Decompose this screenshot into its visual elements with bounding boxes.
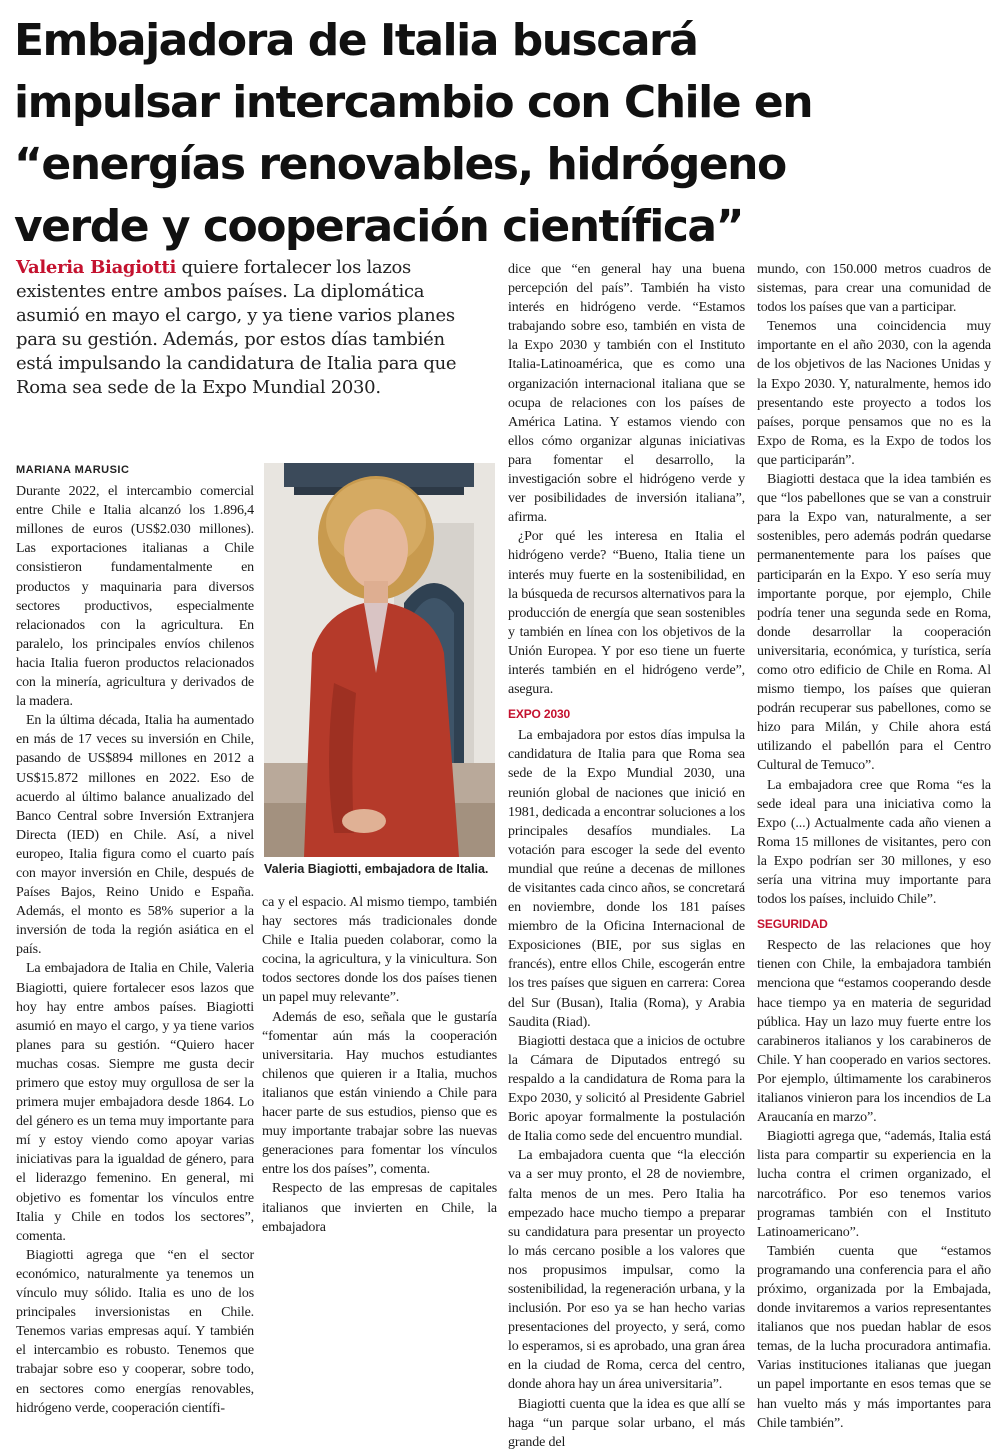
paragraph: Además de eso, señala que le gustaría “fomentar aún más la cooperación universitaria. Hay muchos estudiantes chilenos que quieren ir a Italia, muchos italianos que están viniendo a Chile para hacer parte de sus estudios, pienso que es muy importante trabajar sobre las nuevas generaciones para fomentar los vínculos entre los dos países”, comenta. bbox=[262, 1009, 497, 1178]
paragraph: Biagiotti cuenta que la idea es que allí se haga “un parque solar urbano, el más grande del bbox=[508, 1396, 745, 1450]
paragraph: La embajadora de Italia en Chile, Valeria Biagiotti, quiere fortalecer esos lazos que hoy hay entre ambos países. Biagiotti asumió en mayo el cargo, y ya tiene varios planes para su gestión. “Quiero hacer muchas cosas. Siempre me gusta decir primero que estoy muy orgullosa de ser la primera mujer embajadora desde 1864. Lo del género es un tema muy importante para mí y estoy viendo como apoyar varias iniciativas para la igualdad de género, para el liderazgo femenino. En general, mi objetivo es fomentar los vínculos entre Italia y Chile en todos los sectores”, comenta. bbox=[16, 961, 254, 1244]
paragraph: También cuenta que “estamos programando una conferencia para el año próximo, organizada por la Embajada, donde invitaremos a varios representantes italianos que nos puedan hablar de esos temas, de la lucha procuradora antimafia. Varias instituciones italianas que juegan un papel importante en esos temas que se han vuelto más y más importantes para Chile también”. bbox=[757, 1243, 991, 1431]
subhead-seguridad: SEGURIDAD bbox=[757, 917, 828, 932]
column-4 bbox=[757, 260, 991, 1433]
paragraph: La embajadora cuenta que “la elección va a ser muy pronto, el 28 de noviembre, falta menos de un mes. Pero Italia ha empezado hace mucho tiempo a preparar su candidatura para presentar un proyecto lo más cercano posible a los valores que nos propusimos impulsar, como la sostenibilidad, la regeneración urbana, y la inclusión. Por eso ya se han hecho varias presentaciones del proyecto, y será, como lo esperamos, si es aprobado, una gran área en la ciudad de Roma, cerca del centro, donde ahora hay un área universitaria”. bbox=[508, 1148, 745, 1393]
lead-highlight: Valeria Biagiotti bbox=[16, 257, 177, 278]
paragraph: En la última década, Italia ha aumentado en más de 17 veces su inversión en Chile, pasando de US$894 millones en 2012 a US$15.872 millones en 2022. Eso de acuerdo al último balance anualizado del Banco Central sobre Inversión Extranjera Directa (IED) en Chile. Así, a nivel europeo, Italia figura como el cuarto país con mayor inversión en Chile, después de Países Bajos, Reino Unido e España. Además, el monto es 58% superior a la inversión de toda la región asiática en el país. bbox=[16, 713, 254, 958]
paragraph: ca y el espacio. Al mismo tiempo, también hay sectores más tradicionales donde Chile e Italia pueden colaborar, como la cocina, la agricultura, y la vinicultura. Son todos sectores donde los dos países tienen un papel muy relevante”. bbox=[262, 895, 497, 1006]
paragraph: mundo, con 150.000 metros cuadros de sistemas, para crear una comunidad de todos los países que van a participar. bbox=[757, 262, 991, 316]
paragraph: Respecto de las empresas de capitales italianos que invierten en Chile, la embajadora bbox=[262, 1181, 497, 1235]
paragraph: Biagiotti agrega que “en el sector económico, naturalmente ya tenemos un vínculo muy sólido. Italia es uno de los principales inversionistas en Chile. Tenemos varias empresas aquí. Y también el intercambio es robusto. Tenemos que trabajar sobre eso y cooperar, sobre todo, en sectores como energías renovables, hidrógeno verde, cooperación científi- bbox=[16, 1247, 254, 1416]
paragraph: ¿Por qué les interesa en Italia el hidrógeno verde? “Bueno, Italia tiene un interés muy fuerte en la sostenibilidad, en la búsqueda de recursos alternativos para la producción de energía que sean sostenibles y también en línea con los objetivos de la Unión Europea. Y por eso tiene un fuerte interés también en el hidrógeno verde”, asegura. bbox=[508, 529, 745, 698]
paragraph: Biagiotti destaca que a inicios de octubre la Cámara de Diputados entregó su respaldo a la candidatura de Roma para la Expo 2030, y solicitó al Presidente Gabriel Boric apoyar formalmente la postulación de Italia como sede del encuentro mundial. bbox=[508, 1033, 745, 1145]
byline: MARIANA MARUSIC bbox=[16, 464, 130, 476]
headline: Embajadora de Italia buscará impulsar intercambio con Chile en “energías renovables, hidrógeno verde y cooperación científica” bbox=[14, 15, 813, 252]
paragraph: La embajadora cree que Roma “es la sede ideal para una iniciativa como la Expo (...) Actualmente cada año vienen a Roma 15 millones de visitantes, pero con la Expo podrían ser 30 millones, y eso sería una vitrina muy importante para todos los países, incluido Chile”. bbox=[757, 777, 991, 908]
paragraph: Biagiotti agrega que, “además, Italia está lista para compartir su experiencia en la lucha contra el crimen organizado, el narcotráfico. Por eso tenemos varios programas también con el Instituto Latinoamericano”. bbox=[757, 1129, 991, 1240]
paragraph: La embajadora por estos días impulsa la candidatura de Italia para que Roma sea sede de la Expo Mundial 2030, una reunión global de naciones que inició en 1981, dedicada a encontrar soluciones a los principales desafíos mundiales. La votación para escoger la sede del evento mundial que reúne a decenas de millones de visitantes cada cinco años, se concretará en noviembre, donde los 181 países miembro de la Oficina Internacional de Exposiciones (BIE, por sus siglas en francés), entre ellos Chile, escogerán entre los tres países que siguen en carrera: Corea del Sur (Busan), Italia (Roma), y Arabia Saudita (Riad). bbox=[508, 728, 745, 1030]
column-1 bbox=[16, 461, 254, 1418]
column-2 bbox=[262, 893, 497, 1237]
paragraph: Respecto de las relaciones que hoy tienen con Chile, la embajadora también menciona que “estamos cooperando desde hace tiempo ya en materia de seguridad pública. Hay un lazo muy fuerte entre los carabineros italianos y los carabineros de Chile. Y han cooperado en varios sectores. Por ejemplo, últimamente los carabineros italianos vinieron para los incendios de La Araucanía en marzo”. bbox=[757, 938, 991, 1126]
ambassador-portrait-illustration bbox=[264, 463, 495, 857]
paragraph: Durante 2022, el intercambio comercial entre Chile e Italia alcanzó los 1.896,4 millones de euros (US$2.030 millones). Las exportaciones italianas a Chile consistieron fundamentalmente en productos y maquinaria para diversos sectores productivos, especialmente relacionados con la agricultura. En paralelo, los principales envíos chilenos hacia Italia fueron productos relacionados con la minería, agricultura y derivados de la madera. bbox=[16, 484, 254, 710]
photo-caption: Valeria Biagiotti, embajadora de Italia. bbox=[264, 862, 489, 876]
paragraph: Biagiotti destaca que la idea también es que “los pabellones que se van a construir para la Expo van, naturalmente, a ser sostenibles, pero además podrán quedarse permanentemente para los países que participarán en la Expo. Y eso sería muy importante porque, por ejemplo, Chile podría tener una segunda sede en Roma, donde desarrollar la cooperación universitaria, económica, y turística, sería como otro edificio de Chile en Roma. Al mismo tiempo, los países que quieran podrán recuperar sus pabellones, como se hizo para Milán, y Chile ahora está utilizando el pabellón para el Centro Cultural de Temuco”. bbox=[757, 472, 991, 774]
subhead-expo-2030: EXPO 2030 bbox=[508, 707, 571, 722]
column-3 bbox=[508, 260, 745, 1452]
paragraph: dice que “en general hay una buena percepción del país”. También ha visto interés en hidrógeno verde. “Estamos trabajando sobre eso, también en vista de la Expo 2030 y también con el Instituto Italia-Latinoamérica, que es como una organización internacional italiana que se ocupa de relaciones con los países de América Latina. Y estamos viendo con ellos cómo organizar algunas iniciativas para fomentar el desarrollo, la investigación sobre el hidrógeno verde y ver posibilidades de inversión italiana”, afirma. bbox=[508, 262, 745, 526]
lead-text: quiere fortalecer los lazos existentes entre ambos países. La diplomática asumió en mayo el cargo, y ya tiene varios planes para su gestión. Además, por estos días también está impulsando la candidatura de Italia para que Roma sea sede de la Expo Mundial 2030. bbox=[16, 257, 457, 398]
paragraph: Tenemos una coincidencia muy importante en el año 2030, con la agenda de los objetivos de las Naciones Unidas y la Expo 2030. Y, naturalmente, hemos ido presentando este proyecto a todos los países, porque pensamos que no es la Expo de Roma, es la Expo de todos los que participarán”. bbox=[757, 319, 991, 468]
lead-paragraph bbox=[16, 256, 486, 400]
photo-ambassador bbox=[264, 463, 495, 857]
